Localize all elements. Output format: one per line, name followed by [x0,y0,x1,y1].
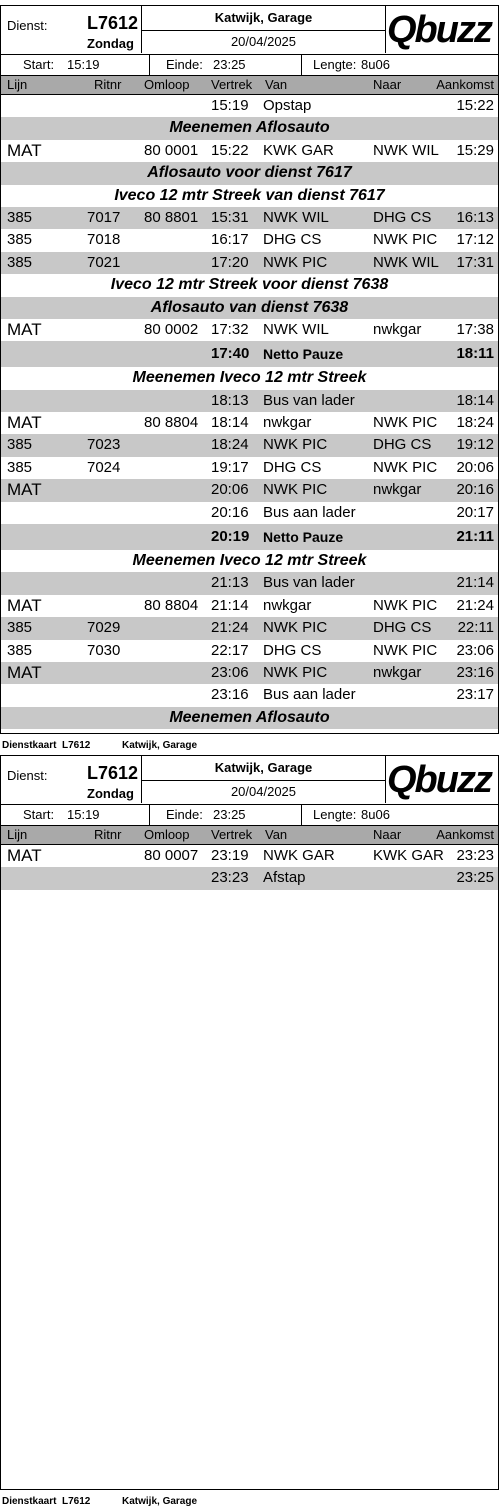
cell-aankomst: 23:17 [456,686,494,704]
footer-label: Dienstkaart [2,740,57,751]
cell-van: NWK PIC [263,481,328,499]
cell-vertrek: 19:17 [211,458,249,476]
cell-lijn: 385 [7,619,33,637]
shift-info-bar [1,55,498,76]
cell-lijn: MAT [7,595,42,615]
schedule-table [1,95,498,729]
cell-naar: DHG CS [373,436,432,454]
cell-omloop: 80 8801 [144,208,199,226]
date: 20/04/2025 [230,784,297,799]
cell-lijn: MAT [7,413,42,433]
einde-time: 23:25 [213,57,246,72]
day-label: Zondag [87,786,134,801]
cell-vertrek: 17:20 [211,253,249,271]
location-date-box [141,756,386,803]
start-time: 15:19 [67,807,100,822]
divider [149,805,150,825]
date: 20/04/2025 [230,34,297,49]
cell-vertrek: 23:19 [211,847,249,864]
cell-naar: nwkgar [373,481,422,499]
cell-lijn: MAT [7,480,42,500]
location-date-box [141,6,386,53]
col-vertrek: Vertrek [211,77,253,92]
pause-row [1,524,498,550]
cell-aankomst: 23:25 [456,869,494,887]
cell-lijn: MAT [7,319,42,339]
cell-van: Bus van lader [263,391,355,409]
trip-row [1,207,498,229]
trip-row [1,434,498,456]
dienstkaart-page-1 [0,5,499,734]
trip-row [1,95,498,117]
cell-omloop: 80 0007 [144,847,199,864]
cell-vertrek: 20:16 [211,503,249,521]
lengte-value: 8u06 [361,57,390,72]
lengte-label: Lengte: [313,57,357,72]
cell-naar: NWK PIC [373,231,438,249]
trip-row [1,252,498,274]
section-heading: Meenemen Iveco 12 mtr Streek [132,552,367,570]
col-naar: Naar [373,827,402,842]
cell-naar: DHG CS [373,208,432,226]
cell-aankomst: 17:31 [456,253,494,271]
col-omloop: Omloop [144,77,190,92]
qbuzz-logo: Qbuzz [387,9,491,51]
cell-vertrek: 16:17 [211,231,249,249]
cell-ritnr: 7018 [87,231,121,249]
footer-code: L7612 [62,740,91,751]
cell-ritnr: 7017 [87,208,121,226]
section-heading-row [1,117,498,139]
cell-naar: nwkgar [373,663,422,681]
cell-van: NWK PIC [263,436,328,454]
cell-vertrek: 20:06 [211,481,249,499]
cell-omloop: 80 8804 [144,414,199,432]
trip-row [1,684,498,706]
cell-naar: NWK PIC [373,596,438,614]
cell-aankomst: 15:29 [456,141,494,159]
trip-row [1,502,498,524]
page-header [1,6,498,55]
section-heading-row [1,367,498,389]
location: Katwijk, Garage [142,756,385,781]
cell-van: nwkgar [263,414,312,432]
cell-vertrek: 15:22 [211,141,249,159]
cell-aankomst: 19:12 [456,436,494,454]
cell-van: KWK GAR [263,141,334,159]
trip-row [1,457,498,479]
cell-vertrek: 23:23 [211,869,249,887]
trip-row [1,662,498,684]
pause-start: 20:19 [211,528,250,546]
dienst-code: L7612 [87,13,139,33]
section-heading-row [1,707,498,729]
cell-naar: DHG CS [373,619,432,637]
pause-label: Netto Pauze [263,346,344,363]
cell-naar: NWK PIC [373,414,438,432]
section-heading: Meenemen Aflosauto [169,708,330,726]
col-van: Van [265,827,288,842]
col-vertrek: Vertrek [211,827,253,842]
divider [301,55,302,75]
lengte-value: 8u06 [361,807,390,822]
trip-row [1,640,498,662]
cell-vertrek: 17:32 [211,320,249,338]
einde-time: 23:25 [213,807,246,822]
column-header-row [1,826,498,845]
cell-van: NWK WIL [263,320,329,338]
cell-naar: NWK WIL [373,141,439,159]
start-label: Start: [23,57,55,72]
section-heading-row [1,162,498,184]
cell-van: NWK WIL [263,208,329,226]
cell-naar: NWK WIL [373,253,439,271]
col-ritnr: Ritnr [94,77,122,92]
trip-row [1,595,498,617]
cell-van: DHG CS [263,458,322,476]
cell-van: NWK GAR [263,847,335,864]
cell-van: NWK PIC [263,253,328,271]
cell-aankomst: 20:06 [456,458,494,476]
divider [149,55,150,75]
column-header-row [1,76,498,95]
cell-ritnr: 7023 [87,436,121,454]
schedule-table [1,845,498,890]
cell-lijn: 385 [7,641,33,659]
cell-vertrek: 21:14 [211,596,249,614]
pause-start: 17:40 [211,345,250,363]
cell-ritnr: 7021 [87,253,121,271]
pause-row [1,341,498,367]
section-heading: Meenemen Iveco 12 mtr Streek [132,369,367,387]
pause-end: 18:11 [456,345,494,363]
col-lijn: Lijn [7,827,28,842]
cell-lijn: MAT [7,662,42,682]
trip-row [1,390,498,412]
col-aankomst: Aankomst [436,77,494,92]
cell-ritnr: 7029 [87,619,121,637]
cell-lijn: MAT [7,846,42,865]
divider [301,805,302,825]
cell-aankomst: 22:11 [457,619,494,637]
cell-vertrek: 18:13 [211,391,249,409]
cell-aankomst: 20:16 [456,481,494,499]
cell-aankomst: 16:13 [456,208,494,226]
cell-van: DHG CS [263,231,322,249]
cell-naar: NWK PIC [373,458,438,476]
cell-lijn: MAT [7,140,42,160]
dienst-label: Dienst: [7,18,48,33]
start-label: Start: [23,807,55,822]
cell-omloop: 80 8804 [144,596,199,614]
section-heading: Meenemen Aflosauto [169,119,330,137]
col-aankomst: Aankomst [436,827,494,842]
section-heading-row [1,274,498,296]
cell-aankomst: 20:17 [456,503,494,521]
cell-aankomst: 17:12 [456,231,494,249]
footer-code: L7612 [62,1496,91,1507]
lengte-label: Lengte: [313,807,357,822]
cell-lijn: 385 [7,436,33,454]
trip-row [1,845,498,867]
start-time: 15:19 [67,57,100,72]
cell-vertrek: 18:24 [211,436,249,454]
section-heading-row [1,185,498,207]
cell-vertrek: 15:19 [211,97,249,114]
cell-van: NWK PIC [263,663,328,681]
footer-label: Dienstkaart [2,1496,57,1507]
cell-aankomst: 17:38 [456,320,494,338]
pause-end: 21:11 [456,528,494,546]
col-omloop: Omloop [144,827,190,842]
cell-lijn: 385 [7,253,33,271]
cell-aankomst: 23:23 [456,847,494,864]
pause-label: Netto Pauze [263,529,344,546]
trip-row [1,617,498,639]
cell-van: Afstap [263,869,306,887]
einde-label: Einde: [166,807,203,822]
cell-aankomst: 21:24 [456,596,494,614]
trip-row [1,140,498,162]
cell-van: DHG CS [263,641,322,659]
section-heading: Iveco 12 mtr Streek van dienst 7617 [114,186,385,204]
trip-row [1,319,498,341]
trip-row [1,572,498,594]
cell-vertrek: 23:16 [211,686,249,704]
cell-van: Bus van lader [263,574,355,592]
section-heading: Iveco 12 mtr Streek voor dienst 7638 [110,276,389,294]
dienst-code: L7612 [87,763,139,783]
cell-vertrek: 18:14 [211,414,249,432]
cell-ritnr: 7030 [87,641,121,659]
einde-label: Einde: [166,57,203,72]
cell-lijn: 385 [7,458,33,476]
cell-lijn: 385 [7,208,33,226]
col-lijn: Lijn [7,77,28,92]
cell-van: Opstap [263,97,312,114]
footer-location: Katwijk, Garage [122,1496,198,1507]
dienst-label: Dienst: [7,768,48,783]
trip-row [1,412,498,434]
day-label: Zondag [87,36,134,51]
section-heading: Aflosauto voor dienst 7617 [147,164,352,182]
cell-aankomst: 23:06 [456,641,494,659]
cell-omloop: 80 0002 [144,320,199,338]
qbuzz-logo: Qbuzz [387,759,491,801]
cell-vertrek: 15:31 [211,208,249,226]
cell-aankomst: 21:14 [456,574,494,592]
cell-van: Bus aan lader [263,503,356,521]
cell-lijn: 385 [7,231,33,249]
cell-vertrek: 23:06 [211,663,249,681]
cell-vertrek: 21:13 [211,574,249,592]
col-naar: Naar [373,77,402,92]
section-heading-row [1,550,498,572]
location: Katwijk, Garage [142,6,385,31]
shift-info-bar [1,805,498,826]
cell-ritnr: 7024 [87,458,121,476]
trip-row [1,867,498,889]
cell-naar: NWK PIC [373,641,438,659]
cell-omloop: 80 0001 [144,141,199,159]
dienstkaart-page-2 [0,755,499,1490]
section-heading-row [1,297,498,319]
cell-aankomst: 15:22 [456,97,494,114]
cell-naar: nwkgar [373,320,422,338]
trip-row [1,229,498,251]
cell-vertrek: 21:24 [211,619,249,637]
cell-vertrek: 22:17 [211,641,249,659]
trip-row [1,479,498,501]
cell-naar: KWK GAR [373,847,444,864]
cell-aankomst: 18:14 [456,391,494,409]
cell-aankomst: 18:24 [456,414,494,432]
cell-van: nwkgar [263,596,312,614]
col-van: Van [265,77,288,92]
cell-van: NWK PIC [263,619,328,637]
cell-aankomst: 23:16 [456,663,494,681]
footer-location: Katwijk, Garage [122,740,198,751]
section-heading: Aflosauto van dienst 7638 [150,298,349,316]
cell-van: Bus aan lader [263,686,356,704]
page-header [1,756,498,805]
col-ritnr: Ritnr [94,827,122,842]
